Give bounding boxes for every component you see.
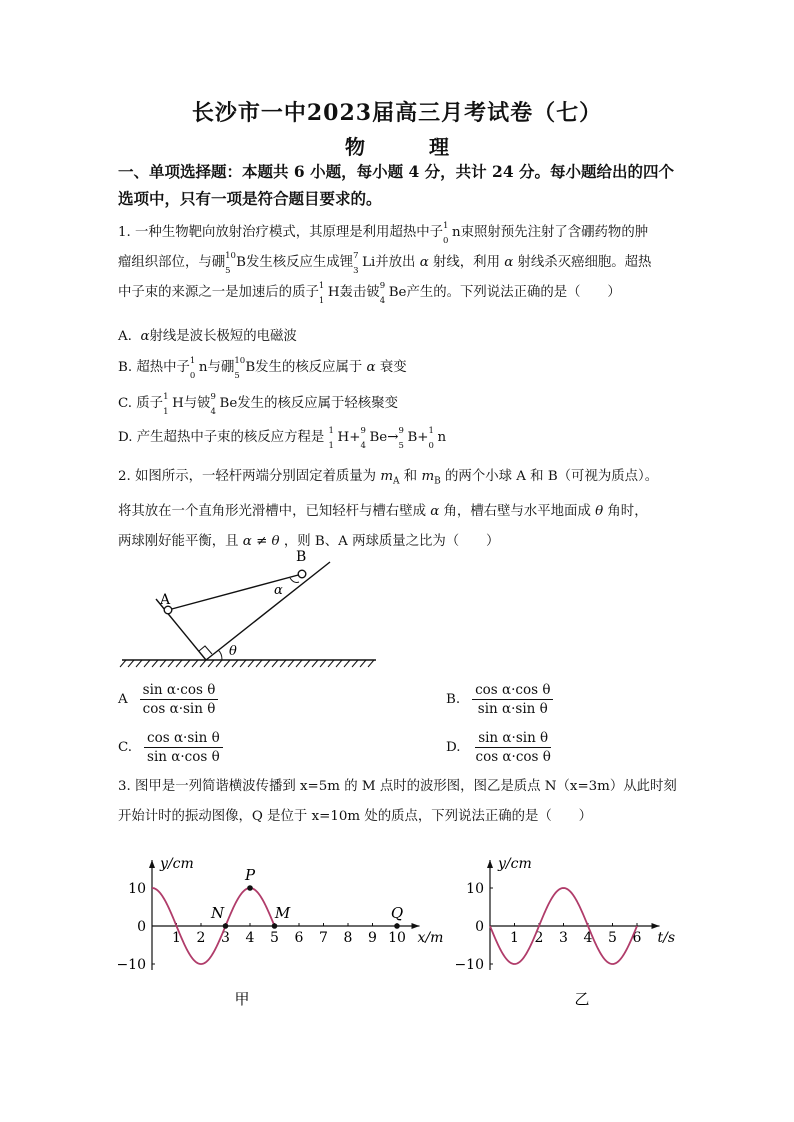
hatch-mark (208, 660, 214, 667)
question-3-stem (118, 772, 693, 832)
q2-text-1c: 的两个小球 A 和 B（可视为质点）。 (445, 469, 659, 484)
subject-title: 物 理 (345, 135, 471, 159)
x-tick-label: 8 (343, 930, 353, 946)
q1-option-a-text: 射线是波长极短的电磁波 (149, 329, 297, 344)
q2-choice-a-num: sin α·cos θ (140, 682, 219, 700)
q1-text-1b: 束照射预先注射了含硼药物的肿 (460, 225, 649, 240)
x-tick-label: 1 (510, 930, 519, 946)
hatch-mark (240, 660, 246, 667)
x-tick-label: 2 (534, 930, 544, 946)
point-label-m: M (274, 904, 291, 922)
y-axis-arrow (149, 860, 155, 868)
hatch-mark (168, 660, 174, 667)
q2-choice-d[interactable] (446, 730, 554, 765)
beryllium-symbol: 9 4 Be (210, 392, 238, 417)
graph-caption: 甲 (234, 990, 250, 1008)
q2-choice-b-den: sin α·sin θ (477, 701, 548, 717)
y-axis-label: y/cm (498, 856, 532, 872)
hatch-mark (352, 660, 358, 667)
x-tick-label: 3 (559, 930, 568, 946)
beryllium-symbol: 9 4 Be (360, 426, 388, 451)
hatch-mark (216, 660, 222, 667)
q1-option-c[interactable] (118, 392, 398, 417)
q1-text-1a: 1. 一种生物靶向放射治疗模式，其原理是利用超热中子 (118, 225, 444, 240)
q2-choice-c-label: C. (118, 740, 133, 755)
x-tick-label: 10 (388, 930, 406, 946)
q1-option-b[interactable]: B. 超热中子 1 0 n与硼 10 5 B发生的核反应属于 α 衰变 (118, 356, 407, 381)
left-wall (156, 599, 206, 660)
hatch-mark (184, 660, 190, 667)
q2-choice-c-fraction (144, 730, 223, 765)
neutron-symbol: 1 0 n (443, 221, 461, 246)
x-tick-label: 1 (172, 930, 181, 946)
q1-option-b-end: 发生的核反应属于 (255, 360, 363, 375)
section-heading (118, 158, 688, 212)
q2-text-3b: ，则 B、A 两球质量之比为（ ） (283, 533, 500, 549)
hatch-mark (176, 660, 182, 667)
q1-option-a[interactable]: A. α射线是波长极短的电磁波 (118, 329, 297, 344)
hatch-mark (144, 660, 150, 667)
theta-arc (218, 650, 222, 660)
hatch-mark (360, 660, 366, 667)
q2-choice-a-label: A (118, 692, 128, 707)
x-tick-label: 5 (608, 930, 617, 946)
q2-choice-c[interactable] (118, 730, 223, 765)
q1-line2: 瘤组织部位，与硼 10 5 B发生核反应生成锂 7 3 Li并放出 α 射线，利用 α 射线杀灭癌细胞。超热 (118, 248, 693, 278)
point-q (394, 923, 400, 929)
point-label-n: N (210, 904, 225, 922)
boron-symbol: 10 5 B (234, 356, 256, 381)
point-label-p: P (244, 866, 256, 884)
q1-text-2c: 并放出 (375, 255, 416, 270)
ground-hatching (120, 660, 374, 667)
neutron-symbol: 1 0 n (189, 356, 208, 381)
hatch-mark (336, 660, 342, 667)
hatch-mark (136, 660, 142, 667)
x-axis-arrow (652, 923, 660, 929)
x-tick-label: 7 (319, 930, 328, 946)
alpha-label: α (274, 583, 283, 598)
q2-choice-c-den: sin α·cos θ (147, 749, 220, 765)
hatch-mark (200, 660, 206, 667)
q2-choice-d-den: cos α·cos θ (475, 749, 551, 765)
q2-line3: 两球刚好能平衡，且 α ≠ θ ，则 B、A 两球质量之比为（ ） (118, 533, 500, 549)
hatch-mark (128, 660, 134, 667)
q2-choice-b-num: cos α·cos θ (472, 682, 553, 700)
x-tick-label: 5 (270, 930, 279, 946)
hatch-mark (328, 660, 334, 667)
hatch-mark (320, 660, 326, 667)
q1-text-3a: 中子束的来源之一是加速后的质子 (118, 285, 319, 300)
q1-text-3b: 轰击铍 (339, 285, 380, 300)
question-2-stem (118, 462, 693, 557)
x-tick-label: 3 (221, 930, 230, 946)
q1-text-2b: 发生核反应生成锂 (245, 255, 354, 270)
q3-line1: 3. 图甲是一列简谐横波传播到 x=5m 的 M 点时的波形图，图乙是质点 N（x=3m）从此时刻 (118, 779, 677, 794)
q2-choice-b[interactable] (446, 682, 553, 717)
hatch-mark (256, 660, 262, 667)
q2-choice-d-label: D. (446, 740, 461, 755)
q1-option-c-label: C. 质子 (118, 396, 164, 411)
q1-option-b-mid: 与硼 (207, 360, 235, 375)
wave-graph-jia (112, 850, 462, 1010)
x-tick-label: 4 (245, 930, 255, 946)
q3-line2: 开始计时的振动图像，Q 是位于 x=10m 处的质点，下列说法正确的是（ ） (118, 809, 592, 824)
q1-option-b-label: B. 超热中子 (118, 360, 190, 375)
hatch-mark (152, 660, 158, 667)
hatch-mark (304, 660, 310, 667)
hatch-mark (160, 660, 166, 667)
y-tick-label: 0 (137, 919, 146, 935)
hatch-mark (280, 660, 286, 667)
hatch-mark (248, 660, 254, 667)
x-tick-label: 6 (632, 930, 642, 946)
q1-line1 (118, 218, 693, 248)
q2-choice-a[interactable] (118, 682, 218, 717)
q2-text-2b: 角，槽右壁与水平地面成 (443, 503, 591, 519)
x-axis-arrow (412, 923, 420, 929)
right-wall (206, 562, 330, 660)
proton-symbol: 1 1 H (318, 281, 340, 306)
y-tick-label: −10 (454, 957, 484, 973)
x-tick-label: 9 (368, 930, 377, 946)
q1-text-2e: 射线杀灭癌细胞。超热 (517, 255, 652, 270)
q2-trough-figure (118, 544, 388, 674)
y-tick-label: −10 (116, 957, 146, 973)
lithium-symbol: 7 3 Li (353, 251, 376, 276)
x-axis-label: x/m (417, 930, 444, 946)
x-axis-label: t/s (657, 930, 676, 946)
hatch-mark (344, 660, 350, 667)
hatch-mark (296, 660, 302, 667)
q2-text-3a: 两球刚好能平衡，且 (118, 533, 239, 549)
theta-label: θ (229, 644, 237, 659)
hatch-mark (192, 660, 198, 667)
q2-choice-d-num: sin α·sin θ (475, 730, 551, 748)
y-axis-arrow (487, 860, 493, 868)
x-tick-label: 2 (196, 930, 206, 946)
q2-choice-c-num: cos α·sin θ (144, 730, 223, 748)
q2-choice-a-fraction (140, 682, 219, 717)
q1-option-c-end: 发生的核反应属于轻核聚变 (237, 396, 398, 411)
graph-caption: 乙 (574, 990, 590, 1008)
q1-option-b-tail: 衰变 (379, 360, 407, 375)
y-tick-label: 0 (475, 919, 484, 935)
q1-text-3c: 产生的。下列说法正确的是（ ） (406, 285, 621, 300)
proton-symbol: 1 1 H (328, 426, 350, 451)
section-heading-line2: 选项中，只有一项是符合题目要求的。 (118, 189, 382, 208)
beryllium-symbol: 9 4 Be (379, 281, 407, 306)
point-p (247, 885, 253, 891)
q2-choice-b-label: B. (446, 692, 461, 707)
ball-b (298, 570, 306, 578)
hatch-mark (272, 660, 278, 667)
q1-option-d[interactable]: D. 产生超热中子束的核反应方程是 1 1 H+ 9 4 Be→ 9 5 B+ 1 0 n (118, 426, 447, 451)
boron-symbol: 9 5 B (398, 426, 418, 451)
alpha-arc (290, 578, 299, 583)
q1-option-c-mid: 与铍 (183, 396, 211, 411)
page-title: 长沙市一中2023届高三月考试卷（七） (191, 100, 603, 126)
section-heading-line1: 一、单项选择题：本题共 6 小题，每小题 4 分，共计 24 分。每小题给出的四个 (118, 162, 675, 181)
q1-text-2d: 射线，利用 (433, 255, 500, 270)
question-1-stem (118, 218, 693, 308)
q2-choice-b-fraction (472, 682, 553, 717)
label-a: A (160, 592, 171, 608)
point-n (223, 923, 229, 929)
hatch-mark (264, 660, 270, 667)
point-m (272, 923, 278, 929)
q2-text-1a: 2. 如图所示，一轻杆两端分别固定着质量为 (118, 469, 377, 484)
vibration-graph-yi (452, 850, 682, 1010)
hatch-mark (120, 660, 126, 667)
q1-option-a-label: A. (118, 329, 132, 344)
hatch-mark (232, 660, 238, 667)
x-tick-label: 6 (294, 930, 304, 946)
hatch-mark (368, 660, 374, 667)
proton-symbol: 1 1 H (163, 392, 184, 417)
hatch-mark (224, 660, 230, 667)
q1-text-2a: 瘤组织部位，与硼 (118, 255, 226, 270)
q2-line1: 2. 如图所示，一轻杆两端分别固定着质量为 $m_A$ 和 $m_B$ 的两个小球 A 和 B（可视为质点）。 (118, 469, 659, 487)
x-tick-label: 4 (583, 930, 593, 946)
neutron-symbol: 1 0 n (428, 426, 447, 451)
q2-text-1b: 和 (403, 469, 418, 484)
point-label-q: Q (390, 904, 404, 922)
q2-line2: 将其放在一个直角形光滑槽中，已知轻杆与槽右壁成 α 角，槽右壁与水平地面成 θ 角时， (118, 503, 648, 519)
q1-option-d-label: D. 产生超热中子束的核反应方程是 (118, 430, 325, 445)
q2-choice-a-den: cos α·sin θ (142, 701, 216, 717)
y-tick-label: 10 (466, 881, 484, 897)
y-tick-label: 10 (128, 881, 146, 897)
q1-line3 (118, 278, 693, 308)
y-axis-label: y/cm (160, 856, 194, 872)
hatch-mark (288, 660, 294, 667)
label-b: B (296, 549, 307, 565)
q2-choice-d-fraction (473, 730, 554, 765)
q2-text-2c: 角时， (607, 503, 648, 519)
boron-symbol: 10 5 B (225, 251, 246, 276)
q2-text-2a: 将其放在一个直角形光滑槽中，已知轻杆与槽右壁成 (118, 503, 426, 519)
hatch-mark (312, 660, 318, 667)
